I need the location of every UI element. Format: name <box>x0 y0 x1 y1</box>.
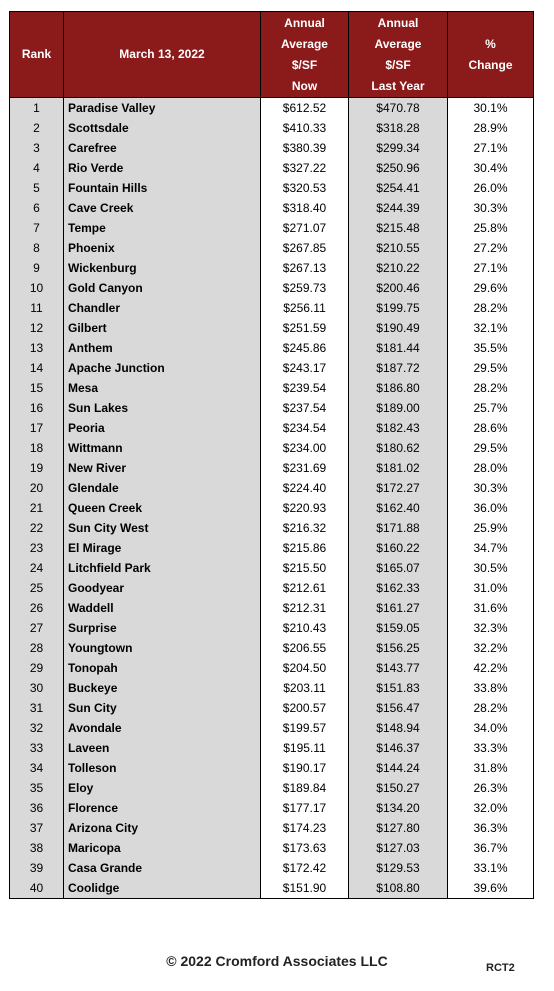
table-row <box>10 358 534 378</box>
price-now-cell: $204.50 <box>261 658 349 678</box>
city-cell: Wickenburg <box>64 258 261 278</box>
price-now-cell: $267.13 <box>261 258 349 278</box>
percent-change-cell: 25.7% <box>448 398 534 418</box>
price-last-year-cell: $181.44 <box>349 338 448 358</box>
rank-cell: 20 <box>10 478 64 498</box>
price-last-year-cell: $156.47 <box>349 698 448 718</box>
price-now-cell: $151.90 <box>261 878 349 899</box>
rank-cell: 14 <box>10 358 64 378</box>
table-row <box>10 378 534 398</box>
rank-cell: 18 <box>10 438 64 458</box>
price-last-year-cell: $129.53 <box>349 858 448 878</box>
percent-change-cell: 32.0% <box>448 798 534 818</box>
price-last-year-cell: $250.96 <box>349 158 448 178</box>
price-now-cell: $318.40 <box>261 198 349 218</box>
city-cell: Casa Grande <box>64 858 261 878</box>
percent-change-cell: 36.7% <box>448 838 534 858</box>
rank-cell: 28 <box>10 638 64 658</box>
table-row <box>10 738 534 758</box>
rank-cell: 16 <box>10 398 64 418</box>
price-per-sf-table <box>9 11 534 899</box>
city-cell: New River <box>64 458 261 478</box>
price-now-cell: $174.23 <box>261 818 349 838</box>
price-now-cell: $231.69 <box>261 458 349 478</box>
percent-change-cell: 35.5% <box>448 338 534 358</box>
rank-cell: 35 <box>10 778 64 798</box>
city-cell: Tolleson <box>64 758 261 778</box>
table-row <box>10 298 534 318</box>
table-row <box>10 658 534 678</box>
price-last-year-cell: $151.83 <box>349 678 448 698</box>
rank-cell: 8 <box>10 238 64 258</box>
city-cell: Gilbert <box>64 318 261 338</box>
city-cell: Anthem <box>64 338 261 358</box>
percent-change-cell: 27.1% <box>448 258 534 278</box>
rank-cell: 26 <box>10 598 64 618</box>
table-row <box>10 158 534 178</box>
percent-change-cell: 42.2% <box>448 658 534 678</box>
rank-cell: 10 <box>10 278 64 298</box>
price-last-year-cell: $187.72 <box>349 358 448 378</box>
header-date: March 13, 2022 <box>64 12 261 98</box>
rank-cell: 30 <box>10 678 64 698</box>
price-now-cell: $234.54 <box>261 418 349 438</box>
city-cell: Tempe <box>64 218 261 238</box>
price-last-year-cell: $244.39 <box>349 198 448 218</box>
percent-change-cell: 29.5% <box>448 358 534 378</box>
percent-change-cell: 28.2% <box>448 298 534 318</box>
price-now-cell: $200.57 <box>261 698 349 718</box>
price-now-cell: $251.59 <box>261 318 349 338</box>
percent-change-cell: 30.3% <box>448 478 534 498</box>
header-now-line: Now <box>291 78 318 93</box>
table-row <box>10 618 534 638</box>
percent-change-cell: 32.2% <box>448 638 534 658</box>
table-body <box>10 98 534 899</box>
rank-cell: 9 <box>10 258 64 278</box>
price-now-cell: $190.17 <box>261 758 349 778</box>
price-now-cell: $259.73 <box>261 278 349 298</box>
rank-cell: 2 <box>10 118 64 138</box>
price-last-year-cell: $254.41 <box>349 178 448 198</box>
percent-change-cell: 28.9% <box>448 118 534 138</box>
city-cell: Chandler <box>64 298 261 318</box>
price-now-cell: $210.43 <box>261 618 349 638</box>
price-last-year-cell: $127.80 <box>349 818 448 838</box>
price-last-year-cell: $156.25 <box>349 638 448 658</box>
percent-change-cell: 31.0% <box>448 578 534 598</box>
price-last-year-cell: $165.07 <box>349 558 448 578</box>
price-now-cell: $215.50 <box>261 558 349 578</box>
percent-change-cell: 28.0% <box>448 458 534 478</box>
city-cell: Gold Canyon <box>64 278 261 298</box>
percent-change-cell: 29.5% <box>448 438 534 458</box>
price-now-cell: $271.07 <box>261 218 349 238</box>
price-last-year-cell: $162.40 <box>349 498 448 518</box>
header-last-line: Annual <box>377 15 419 30</box>
price-last-year-cell: $161.27 <box>349 598 448 618</box>
city-cell: Buckeye <box>64 678 261 698</box>
table-row <box>10 238 534 258</box>
city-cell: El Mirage <box>64 538 261 558</box>
rank-cell: 25 <box>10 578 64 598</box>
price-last-year-cell: $134.20 <box>349 798 448 818</box>
price-last-year-cell: $182.43 <box>349 418 448 438</box>
city-cell: Sun City <box>64 698 261 718</box>
city-cell: Waddell <box>64 598 261 618</box>
percent-change-cell: 32.1% <box>448 318 534 338</box>
city-cell: Sun City West <box>64 518 261 538</box>
percent-change-cell: 36.3% <box>448 818 534 838</box>
price-now-cell: $215.86 <box>261 538 349 558</box>
price-last-year-cell: $186.80 <box>349 378 448 398</box>
percent-change-cell: 30.3% <box>448 198 534 218</box>
city-cell: Tonopah <box>64 658 261 678</box>
price-now-cell: $243.17 <box>261 358 349 378</box>
city-cell: Rio Verde <box>64 158 261 178</box>
price-last-year-cell: $181.02 <box>349 458 448 478</box>
percent-change-cell: 34.0% <box>448 718 534 738</box>
rank-cell: 37 <box>10 818 64 838</box>
price-now-cell: $216.32 <box>261 518 349 538</box>
price-now-cell: $320.53 <box>261 178 349 198</box>
header-last-year <box>349 12 448 98</box>
table-row <box>10 478 534 498</box>
price-table-container <box>9 11 533 899</box>
percent-change-cell: 26.0% <box>448 178 534 198</box>
percent-change-cell: 28.2% <box>448 698 534 718</box>
percent-change-cell: 25.8% <box>448 218 534 238</box>
table-row <box>10 518 534 538</box>
table-row <box>10 678 534 698</box>
header-now <box>261 12 349 98</box>
rank-cell: 12 <box>10 318 64 338</box>
price-last-year-cell: $215.48 <box>349 218 448 238</box>
rank-cell: 38 <box>10 838 64 858</box>
price-last-year-cell: $190.49 <box>349 318 448 338</box>
price-now-cell: $203.11 <box>261 678 349 698</box>
table-row <box>10 758 534 778</box>
city-cell: Apache Junction <box>64 358 261 378</box>
table-row <box>10 838 534 858</box>
city-cell: Queen Creek <box>64 498 261 518</box>
table-row <box>10 798 534 818</box>
price-now-cell: $267.85 <box>261 238 349 258</box>
city-cell: Avondale <box>64 718 261 738</box>
price-last-year-cell: $171.88 <box>349 518 448 538</box>
price-last-year-cell: $210.55 <box>349 238 448 258</box>
city-cell: Sun Lakes <box>64 398 261 418</box>
percent-change-cell: 29.6% <box>448 278 534 298</box>
table-row <box>10 418 534 438</box>
price-now-cell: $234.00 <box>261 438 349 458</box>
city-cell: Cave Creek <box>64 198 261 218</box>
rank-cell: 24 <box>10 558 64 578</box>
price-last-year-cell: $108.80 <box>349 878 448 899</box>
table-row <box>10 338 534 358</box>
rank-cell: 15 <box>10 378 64 398</box>
rank-cell: 27 <box>10 618 64 638</box>
percent-change-cell: 27.1% <box>448 138 534 158</box>
price-now-cell: $612.52 <box>261 98 349 119</box>
percent-change-cell: 34.7% <box>448 538 534 558</box>
table-row <box>10 558 534 578</box>
header-last-line: Average <box>374 36 422 51</box>
header-change <box>448 12 534 98</box>
price-last-year-cell: $144.24 <box>349 758 448 778</box>
city-cell: Mesa <box>64 378 261 398</box>
table-row <box>10 198 534 218</box>
rank-cell: 40 <box>10 878 64 899</box>
city-cell: Maricopa <box>64 838 261 858</box>
rank-cell: 19 <box>10 458 64 478</box>
price-last-year-cell: $143.77 <box>349 658 448 678</box>
table-row <box>10 498 534 518</box>
price-now-cell: $245.86 <box>261 338 349 358</box>
price-now-cell: $206.55 <box>261 638 349 658</box>
price-last-year-cell: $189.00 <box>349 398 448 418</box>
price-last-year-cell: $210.22 <box>349 258 448 278</box>
rank-cell: 7 <box>10 218 64 238</box>
price-last-year-cell: $160.22 <box>349 538 448 558</box>
price-now-cell: $172.42 <box>261 858 349 878</box>
header-last-line: Last Year <box>371 78 425 93</box>
city-cell: Paradise Valley <box>64 98 261 119</box>
table-row <box>10 598 534 618</box>
percent-change-cell: 33.1% <box>448 858 534 878</box>
header-change-line: % <box>485 36 496 51</box>
city-cell: Phoenix <box>64 238 261 258</box>
city-cell: Peoria <box>64 418 261 438</box>
table-row <box>10 458 534 478</box>
price-last-year-cell: $162.33 <box>349 578 448 598</box>
price-last-year-cell: $180.62 <box>349 438 448 458</box>
percent-change-cell: 36.0% <box>448 498 534 518</box>
rank-cell: 21 <box>10 498 64 518</box>
rank-cell: 5 <box>10 178 64 198</box>
header-now-line: Annual <box>284 15 325 30</box>
percent-change-cell: 27.2% <box>448 238 534 258</box>
table-row <box>10 98 534 119</box>
table-row <box>10 318 534 338</box>
price-now-cell: $195.11 <box>261 738 349 758</box>
header-last-line: $/SF <box>385 57 411 72</box>
table-row <box>10 718 534 738</box>
price-last-year-cell: $200.46 <box>349 278 448 298</box>
rank-cell: 3 <box>10 138 64 158</box>
table-header-row <box>10 12 534 98</box>
table-row <box>10 258 534 278</box>
price-last-year-cell: $199.75 <box>349 298 448 318</box>
table-row <box>10 578 534 598</box>
percent-change-cell: 28.6% <box>448 418 534 438</box>
rank-cell: 32 <box>10 718 64 738</box>
price-last-year-cell: $150.27 <box>349 778 448 798</box>
table-row <box>10 818 534 838</box>
city-cell: Surprise <box>64 618 261 638</box>
percent-change-cell: 26.3% <box>448 778 534 798</box>
price-now-cell: $173.63 <box>261 838 349 858</box>
percent-change-cell: 25.9% <box>448 518 534 538</box>
copyright-text: © 2022 Cromford Associates LLC <box>166 953 388 969</box>
percent-change-cell: 31.6% <box>448 598 534 618</box>
city-cell: Fountain Hills <box>64 178 261 198</box>
city-cell: Laveen <box>64 738 261 758</box>
price-now-cell: $189.84 <box>261 778 349 798</box>
price-last-year-cell: $318.28 <box>349 118 448 138</box>
rank-cell: 13 <box>10 338 64 358</box>
city-cell: Arizona City <box>64 818 261 838</box>
city-cell: Florence <box>64 798 261 818</box>
city-cell: Glendale <box>64 478 261 498</box>
rank-cell: 34 <box>10 758 64 778</box>
percent-change-cell: 33.8% <box>448 678 534 698</box>
price-last-year-cell: $127.03 <box>349 838 448 858</box>
price-last-year-cell: $299.34 <box>349 138 448 158</box>
table-row <box>10 118 534 138</box>
header-change-line: Change <box>468 57 513 72</box>
price-now-cell: $212.61 <box>261 578 349 598</box>
table-row <box>10 638 534 658</box>
rank-cell: 1 <box>10 98 64 119</box>
price-now-cell: $239.54 <box>261 378 349 398</box>
percent-change-cell: 28.2% <box>448 378 534 398</box>
price-now-cell: $212.31 <box>261 598 349 618</box>
table-row <box>10 538 534 558</box>
price-now-cell: $327.22 <box>261 158 349 178</box>
price-last-year-cell: $172.27 <box>349 478 448 498</box>
table-row <box>10 858 534 878</box>
city-cell: Youngtown <box>64 638 261 658</box>
price-last-year-cell: $148.94 <box>349 718 448 738</box>
price-now-cell: $410.33 <box>261 118 349 138</box>
price-now-cell: $177.17 <box>261 798 349 818</box>
price-now-cell: $224.40 <box>261 478 349 498</box>
percent-change-cell: 32.3% <box>448 618 534 638</box>
percent-change-cell: 39.6% <box>448 878 534 899</box>
percent-change-cell: 30.4% <box>448 158 534 178</box>
header-now-line: Average <box>281 36 328 51</box>
rank-cell: 36 <box>10 798 64 818</box>
table-row <box>10 218 534 238</box>
city-cell: Coolidge <box>64 878 261 899</box>
percent-change-cell: 30.1% <box>448 98 534 119</box>
price-now-cell: $220.93 <box>261 498 349 518</box>
rank-cell: 29 <box>10 658 64 678</box>
city-cell: Scottsdale <box>64 118 261 138</box>
chart-code: RCT2 <box>486 962 515 974</box>
price-now-cell: $199.57 <box>261 718 349 738</box>
percent-change-cell: 30.5% <box>448 558 534 578</box>
table-row <box>10 778 534 798</box>
percent-change-cell: 33.3% <box>448 738 534 758</box>
rank-cell: 23 <box>10 538 64 558</box>
table-row <box>10 278 534 298</box>
price-now-cell: $380.39 <box>261 138 349 158</box>
table-row <box>10 138 534 158</box>
header-now-line: $/SF <box>291 57 318 72</box>
table-row <box>10 178 534 198</box>
price-last-year-cell: $470.78 <box>349 98 448 119</box>
rank-cell: 31 <box>10 698 64 718</box>
rank-cell: 11 <box>10 298 64 318</box>
rank-cell: 17 <box>10 418 64 438</box>
rank-cell: 6 <box>10 198 64 218</box>
price-last-year-cell: $146.37 <box>349 738 448 758</box>
percent-change-cell: 31.8% <box>448 758 534 778</box>
city-cell: Litchfield Park <box>64 558 261 578</box>
table-row <box>10 438 534 458</box>
rank-cell: 4 <box>10 158 64 178</box>
price-now-cell: $237.54 <box>261 398 349 418</box>
city-cell: Carefree <box>64 138 261 158</box>
rank-cell: 33 <box>10 738 64 758</box>
price-now-cell: $256.11 <box>261 298 349 318</box>
city-cell: Wittmann <box>64 438 261 458</box>
rank-cell: 22 <box>10 518 64 538</box>
price-last-year-cell: $159.05 <box>349 618 448 638</box>
city-cell: Eloy <box>64 778 261 798</box>
table-row <box>10 878 534 899</box>
table-row <box>10 698 534 718</box>
header-rank: Rank <box>10 12 64 98</box>
table-row <box>10 398 534 418</box>
rank-cell: 39 <box>10 858 64 878</box>
city-cell: Goodyear <box>64 578 261 598</box>
